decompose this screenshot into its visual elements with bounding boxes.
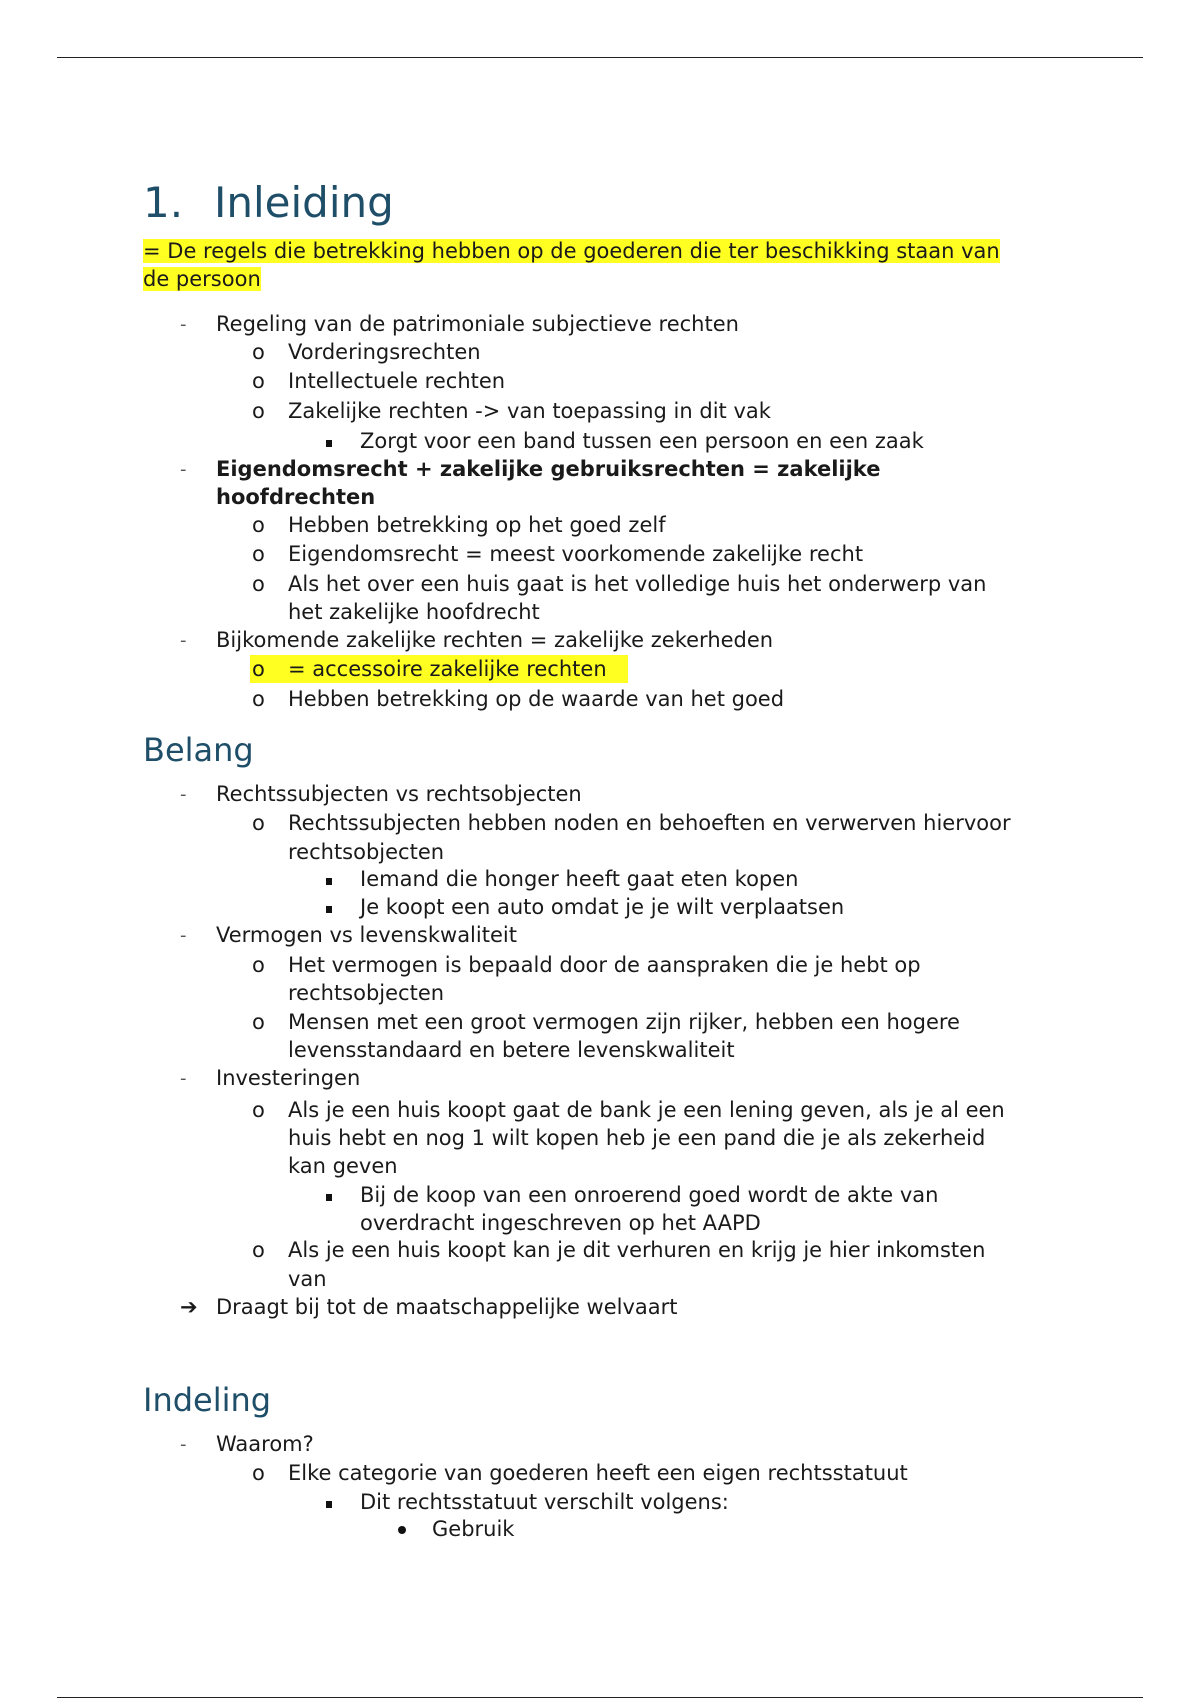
square-bullet-icon <box>326 906 332 913</box>
dot-bullet-icon <box>398 1526 406 1534</box>
dash-bullet: - <box>180 1068 187 1089</box>
dash-bullet: - <box>180 784 187 805</box>
list-item: Gebruik <box>432 1517 515 1541</box>
circle-bullet: o <box>252 399 265 423</box>
definition-line-1: = De regels die betrekking hebben op de goederen die ter beschikking staan van <box>143 239 1000 263</box>
list-item-cont: overdracht ingeschreven op het AAPD <box>360 1211 761 1235</box>
list-item: Bijkomende zakelijke rechten = zakelijke zekerheden <box>216 628 774 652</box>
heading-title: Inleiding <box>214 178 394 227</box>
list-item-highlighted: = accessoire zakelijke rechten <box>288 657 607 681</box>
list-item-bold-cont: hoofdrechten <box>216 485 376 509</box>
square-bullet-icon <box>326 1194 332 1201</box>
list-item: Vermogen vs levenskwaliteit <box>216 923 517 947</box>
list-item-cont: rechtsobjecten <box>288 981 445 1005</box>
list-item-cont: rechtsobjecten <box>288 840 445 864</box>
dash-bullet: - <box>180 459 187 480</box>
footer-rule <box>57 1697 1143 1698</box>
square-bullet-icon <box>326 878 332 885</box>
dash-bullet: - <box>180 314 187 335</box>
square-bullet <box>326 1180 332 1208</box>
list-item-cont: levensstandaard en betere levenskwaliteit <box>288 1038 735 1062</box>
circle-bullet: o <box>252 687 265 711</box>
square-bullet-icon <box>326 440 332 447</box>
heading-number: 1. <box>143 178 184 227</box>
list-item: Als het over een huis gaat is het volledige huis het onderwerp van <box>288 572 987 596</box>
list-item-cont: van <box>288 1267 327 1291</box>
list-item: Waarom? <box>216 1432 314 1456</box>
square-bullet <box>326 1487 332 1515</box>
list-item: Je koopt een auto omdat je je wilt verplaatsen <box>360 895 845 919</box>
circle-bullet: o <box>252 1098 265 1122</box>
list-item-cont: kan geven <box>288 1154 398 1178</box>
list-item: Als je een huis koopt kan je dit verhuren en krijg je hier inkomsten <box>288 1238 986 1262</box>
list-item: Bij de koop van een onroerend goed wordt de akte van <box>360 1183 939 1207</box>
square-bullet <box>326 892 332 920</box>
list-item: Iemand die honger heeft gaat eten kopen <box>360 867 799 891</box>
list-item: Vorderingsrechten <box>288 340 481 364</box>
circle-bullet: o <box>252 513 265 537</box>
heading-indeling: Indeling <box>143 1381 272 1419</box>
list-item: Rechtssubjecten hebben noden en behoeften en verwerven hiervoor <box>288 811 1011 835</box>
circle-bullet: o <box>252 811 265 835</box>
list-item: Rechtssubjecten vs rechtsobjecten <box>216 782 582 806</box>
circle-bullet: o <box>252 340 265 364</box>
list-item-bold: Eigendomsrecht + zakelijke gebruiksrechten = zakelijke <box>216 457 881 481</box>
circle-bullet: o <box>252 1461 265 1485</box>
list-item: Regeling van de patrimoniale subjectieve rechten <box>216 312 739 336</box>
square-bullet <box>326 426 332 454</box>
circle-bullet: o <box>252 953 265 977</box>
heading-inleiding <box>143 177 394 229</box>
circle-bullet: o <box>252 542 265 566</box>
list-item: Eigendomsrecht = meest voorkomende zakelijke recht <box>288 542 864 566</box>
list-item: Investeringen <box>216 1066 361 1090</box>
circle-bullet: o <box>252 1010 265 1034</box>
heading-belang: Belang <box>143 731 254 769</box>
round-bullet <box>398 1513 406 1541</box>
list-item-cont: het zakelijke hoofdrecht <box>288 600 540 624</box>
list-item: Zorgt voor een band tussen een persoon en een zaak <box>360 429 924 453</box>
arrow-icon: ➔ <box>180 1295 198 1319</box>
circle-bullet: o <box>252 657 265 681</box>
circle-bullet: o <box>252 572 265 596</box>
list-item: Het vermogen is bepaald door de aanspraken die je hebt op <box>288 953 921 977</box>
square-bullet-icon <box>326 1501 332 1508</box>
square-bullet <box>326 864 332 892</box>
circle-bullet: o <box>252 1238 265 1262</box>
list-item-cont: huis hebt en nog 1 wilt kopen heb je een pand die je als zekerheid <box>288 1126 986 1150</box>
dash-bullet: - <box>180 925 187 946</box>
list-item: Hebben betrekking op het goed zelf <box>288 513 666 537</box>
dash-bullet: - <box>180 630 187 651</box>
dash-bullet: - <box>180 1434 187 1455</box>
list-item: Hebben betrekking op de waarde van het goed <box>288 687 785 711</box>
definition-line-2: de persoon <box>143 267 261 291</box>
list-item: Intellectuele rechten <box>288 369 506 393</box>
list-item: Elke categorie van goederen heeft een eigen rechtsstatuut <box>288 1461 908 1485</box>
circle-bullet: o <box>252 369 265 393</box>
list-item: Zakelijke rechten -> van toepassing in dit vak <box>288 399 771 423</box>
conclusion-item: Draagt bij tot de maatschappelijke welvaart <box>216 1295 678 1319</box>
list-item: Dit rechtsstatuut verschilt volgens: <box>360 1490 729 1514</box>
list-item: Als je een huis koopt gaat de bank je een lening geven, als je al een <box>288 1098 1005 1122</box>
list-item: Mensen met een groot vermogen zijn rijker, hebben een hogere <box>288 1010 960 1034</box>
